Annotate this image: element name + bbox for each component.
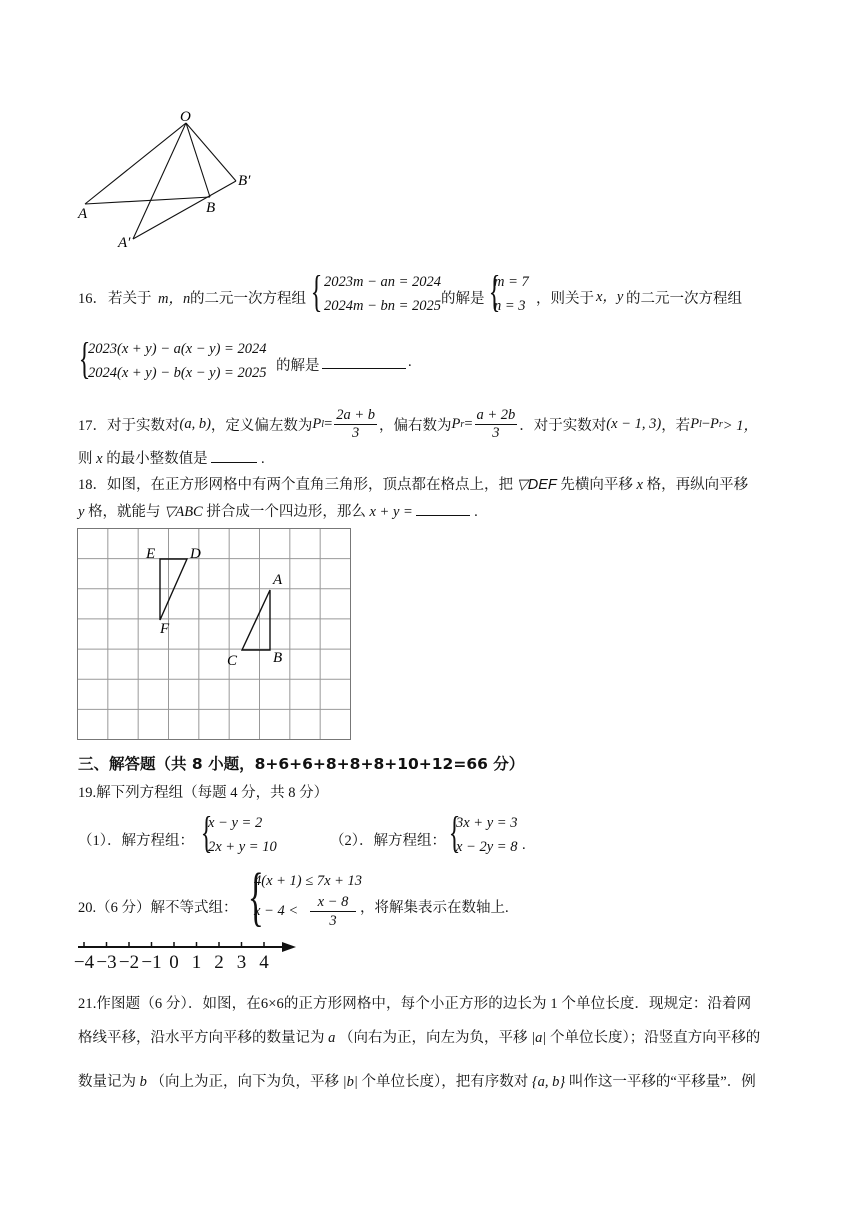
q21-line1: 21.作图题（6 分）．如图，在6×6的正方形网格中，每个小正方形的边长为 1 个单位长度．现规定：沿着网 <box>78 996 752 1012</box>
q18-line1-c: 格，再纵向平移 <box>646 477 749 493</box>
q19-p2-eq1: 3x + y = 3 <box>456 815 518 831</box>
q16-sol1: m = 7 <box>494 274 529 290</box>
q17-line2 <box>78 447 265 468</box>
q17-pr-fraction <box>475 407 518 442</box>
q17-pr-den: 3 <box>492 424 500 441</box>
q16-text4: ，则关于 <box>536 291 594 307</box>
q20-label: 20.（6 分）解不等式组： <box>78 900 238 916</box>
q21-abs-b: |b| <box>342 1074 358 1090</box>
label-b: B <box>206 200 216 216</box>
q18-line1-a: 18．如图，在正方形网格中有两个直角三角形，顶点都在格点上，把 <box>78 477 513 493</box>
q21-abs-a: |a| <box>531 1030 547 1046</box>
q21-line2-a: 格线平移，沿水平方向平移的数量记为 <box>78 1030 325 1046</box>
q16-vars1: m，n <box>158 291 191 307</box>
q17-line2-a: 则 <box>78 451 93 467</box>
q19-title: 19.解下列方程组（每题 4 分，共 8 分） <box>78 785 329 801</box>
q19-p1-eq2: 2x + y = 10 <box>208 839 277 855</box>
q17-text-d: ．对于实数对 <box>519 417 607 434</box>
q17-ineq-pl: P <box>690 415 700 432</box>
q16-sol2: n = 3 <box>494 298 526 314</box>
q18-line2 <box>78 500 478 521</box>
q18-line1-b: 先横向平移 <box>560 477 633 493</box>
q18-answer-blank[interactable] <box>416 501 470 516</box>
q17-answer-blank[interactable] <box>211 448 257 463</box>
number-line-label: 0 <box>169 952 179 973</box>
q17-line1: 17．对于实数对 (a, b) ，定义偏左数为 P l = $\frac{2a + b}{3}$ ，偏右数为 P r = $\frac{a + 2b}{3}$ ．对于实数对 (x − 1, 3) ，若 P l − P r > 1， <box>78 406 758 441</box>
q17-pl-num: 2a + b <box>336 406 376 423</box>
q21-line2 <box>78 1026 760 1047</box>
q17-pr-sub: r <box>460 418 465 430</box>
q16-eq2: 2024m − bn = 2025 <box>324 298 442 314</box>
grid-label-f: F <box>160 621 170 637</box>
q20-ineq2-a: x − 4 < <box>254 903 299 919</box>
q17-line2-b: 的最小整数值是 <box>106 451 208 467</box>
q21-line3-a: 数量记为 <box>78 1074 136 1090</box>
q16-answer-blank[interactable] <box>322 354 406 369</box>
q20-frac-den: 3 <box>329 913 337 929</box>
number-line <box>73 934 298 974</box>
q16-text5: 的二元一次方程组 <box>626 291 742 307</box>
label-a: A <box>78 206 88 222</box>
q20-tail: ，将解集表示在数轴上. <box>360 900 509 916</box>
q16-text6: 的解是 <box>276 358 320 374</box>
q21-line2-c: 个单位长度）；沿竖直方向平移的 <box>549 1030 761 1046</box>
label-a-prime: A′ <box>118 235 131 251</box>
q17-text-e: ，若 <box>661 417 691 434</box>
brace-icon: { <box>200 808 213 857</box>
q19-p1-label: （1）．解方程组： <box>78 833 194 849</box>
q21-a: a <box>328 1030 336 1046</box>
brace-icon: { <box>247 860 264 933</box>
q17-pl: P <box>312 415 322 432</box>
q21-b: b <box>139 1074 147 1090</box>
q17-pl-den: 3 <box>352 424 360 441</box>
q17-ineq-pr-sub: r <box>718 418 723 430</box>
q18-line2-b: 拼合成一个四边形，那么 <box>206 504 366 520</box>
q17-ineq-pl-sub: l <box>699 418 702 430</box>
number-line-label: −2 <box>118 952 140 973</box>
q17-text-b: ，定义偏左数为 <box>210 417 313 434</box>
number-line-label: −3 <box>96 952 117 973</box>
brace-icon: { <box>310 267 323 316</box>
q17-eq-sign-2: = <box>464 415 473 432</box>
q18-x: x <box>636 477 643 493</box>
q18-line2-a: 格，就能与 <box>88 504 161 520</box>
q19-p2-end: . <box>522 837 526 853</box>
q20-ineq1: 4(x + 1) ≤ 7x + 13 <box>254 873 363 889</box>
q21-pair: {a, b} <box>531 1074 566 1090</box>
q18-line1 <box>78 473 748 494</box>
q17-ineq-tail: > 1， <box>722 417 758 434</box>
q17-line2-end: . <box>260 451 265 467</box>
q17-pr-num: a + 2b <box>476 406 516 423</box>
q19-p1-eq1: x − y = 2 <box>208 815 263 831</box>
q17-pair2: (x − 1, 3) <box>606 415 662 432</box>
q18-end: . <box>474 504 478 520</box>
q21-line3-d: 叫作这一平移的“平移量”．例 <box>568 1074 756 1090</box>
number-line-label: 4 <box>259 952 269 973</box>
number-line-label: 1 <box>191 952 202 973</box>
q17-text-a: 17．对于实数对 <box>78 417 180 434</box>
q16-eq1: 2023m − an = 2024 <box>324 274 442 290</box>
q16-text3: 的解是 <box>441 291 485 307</box>
brace-icon: { <box>78 334 91 383</box>
q16-text1: 若关于 <box>108 291 152 307</box>
q17-eq-sign: = <box>324 415 333 432</box>
q16-end: . <box>408 354 412 370</box>
q18-y: y <box>78 504 85 520</box>
q16-eq3: 2023(x + y) − a(x − y) = 2024 <box>88 341 267 357</box>
q21-line3-c: 个单位长度），把有序数对 <box>361 1074 529 1090</box>
number-line-label: −4 <box>73 952 95 973</box>
q17-pl-sub: l <box>321 418 325 430</box>
q17-line2-x: x <box>96 451 103 467</box>
q21-line2-b: （向右为正，向左为负，平移 <box>339 1030 528 1046</box>
q17-text-c: ，偏右数为 <box>379 417 452 434</box>
q20-fraction <box>310 893 356 930</box>
section-3-title: 三、解答题（共 8 小题，8+6+6+8+8+8+10+12=66 分） <box>78 755 525 773</box>
q16-number: 16． <box>78 291 107 307</box>
q17-pr: P <box>451 415 461 432</box>
label-o: O <box>180 109 191 125</box>
grid-label-b: B <box>273 650 283 666</box>
q16-text2: 的二元一次方程组 <box>190 291 306 307</box>
grid-figure <box>77 528 353 742</box>
grid-label-e: E <box>146 546 156 562</box>
grid-label-a: A <box>273 572 283 588</box>
q21-line3 <box>78 1070 756 1091</box>
label-b-prime: B′ <box>238 173 251 189</box>
q19-p2-eq2: x − 2y = 8 <box>456 839 518 855</box>
q17-pair1: (a, b) <box>179 415 211 432</box>
geometry-figure <box>70 105 270 255</box>
grid-label-c: C <box>227 653 238 669</box>
number-line-label: 2 <box>214 952 224 973</box>
q16-eq4: 2024(x + y) − b(x − y) = 2025 <box>88 365 267 381</box>
q17-pl-fraction <box>334 407 377 442</box>
q21-line3-b: （向上为正，向下为负，平移 <box>150 1074 339 1090</box>
q18-expr: x + y = <box>369 504 413 520</box>
grid-label-d: D <box>190 546 201 562</box>
q19-p2-label: （2）．解方程组： <box>330 833 446 849</box>
q20-frac-num: x − 8 <box>310 893 356 912</box>
q16-vars2: x，y <box>596 289 624 305</box>
brace-icon: { <box>488 267 501 316</box>
q17-ineq-pr: P <box>710 415 719 432</box>
q18-tri2: ▽ABC <box>164 504 203 520</box>
q18-tri1: ▽DEF <box>516 477 557 493</box>
number-line-label: −1 <box>141 952 162 973</box>
brace-icon: { <box>448 808 461 857</box>
number-line-label: 3 <box>236 952 247 973</box>
